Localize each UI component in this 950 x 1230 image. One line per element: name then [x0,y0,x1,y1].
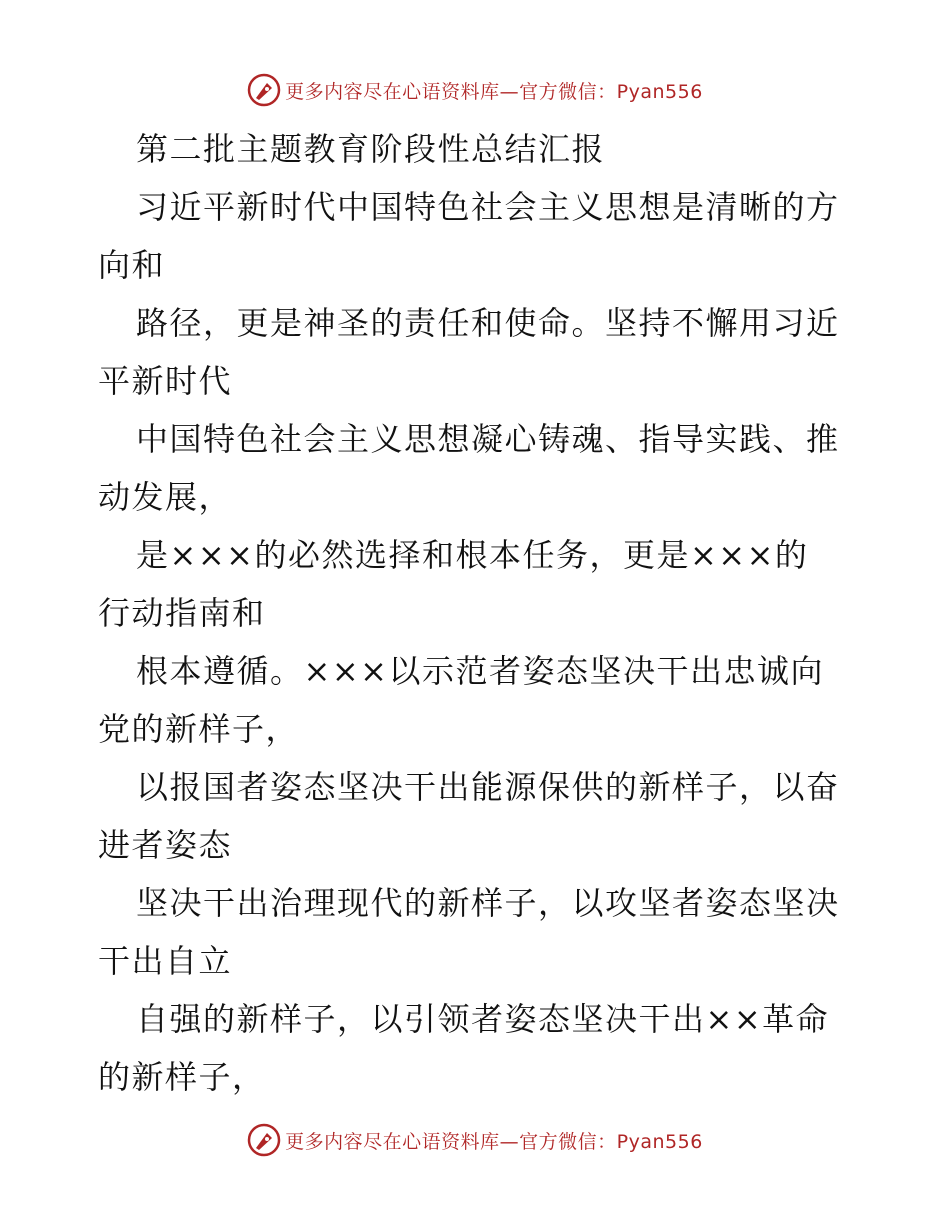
header-banner [0,70,950,110]
paragraph-line: 路径，更是神圣的责任和使命。坚持不懈用习近 [136,304,840,342]
banner-text: 更多内容尽在心语资料库—官方微信：Pyan556 [285,80,703,103]
paragraph-line: 以报国者姿态坚决干出能源保供的新样子，以奋 [136,768,840,806]
paragraph-line: 干出自立 [98,942,233,980]
paragraph-line: 行动指南和 [98,594,266,632]
document-body [98,120,858,1106]
paragraph-line: 平新时代 [98,362,233,400]
banner-text: 更多内容尽在心语资料库—官方微信：Pyan556 [285,1130,703,1153]
paragraph-line: 中国特色社会主义思想凝心铸魂、指导实践、推 [136,420,840,458]
paragraph-line: 根本遵循。×××以示范者姿态坚决干出忠诚向 [136,652,824,690]
paragraph-line: 进者姿态 [98,826,233,864]
paragraph-line: 向和 [98,246,166,284]
paragraph-line: 坚决干出治理现代的新样子，以攻坚者姿态坚决 [136,884,840,922]
document-title: 第二批主题教育阶段性总结汇报 [136,130,606,168]
paragraph-line: 是×××的必然选择和根本任务，更是×××的 [136,536,809,574]
pen-nib-icon [247,73,281,107]
pen-nib-icon [247,1123,281,1157]
footer-banner [0,1120,950,1160]
paragraph-line: 动发展， [98,478,233,516]
paragraph-line: 党的新样子， [98,710,300,748]
paragraph-line: 的新样子， [98,1058,266,1096]
paragraph-line: 自强的新样子，以引领者姿态坚决干出××革命 [136,1000,830,1038]
paragraph-line: 习近平新时代中国特色社会主义思想是清晰的方 [136,188,840,226]
